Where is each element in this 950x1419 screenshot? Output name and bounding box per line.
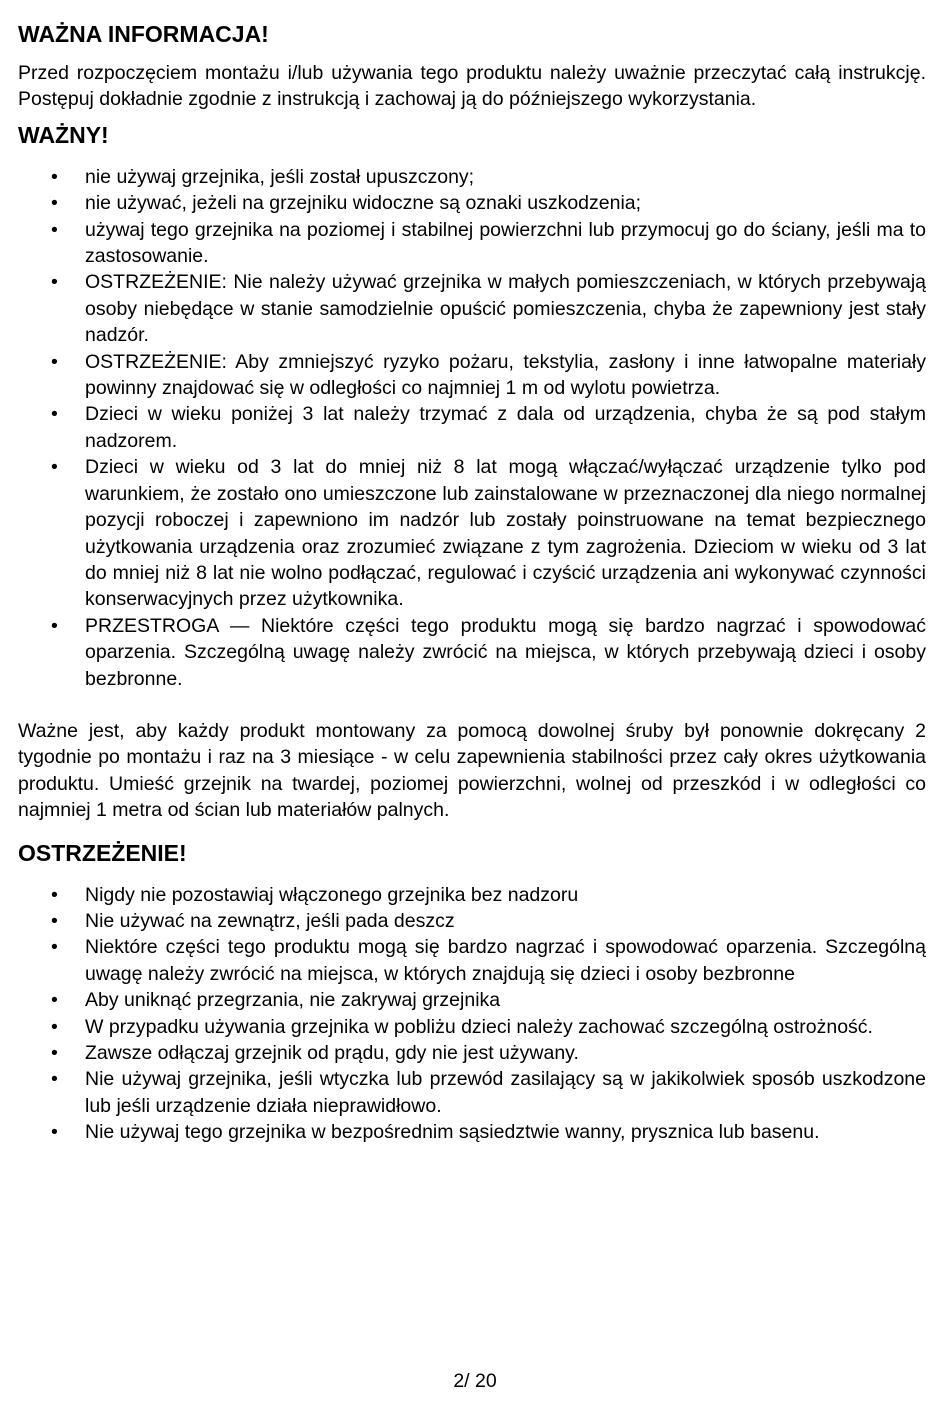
screw-maintenance-paragraph: Ważne jest, aby każdy produkt montowany za pomocą dowolnej śruby był ponownie dokręcany 2 tygodnie po montażu i raz na 3 miesiące - w celu zapewnienia stabilności przez cały okres użytkowania produktu. Umieść grzejnik na twardej, poziomej powierzchni, wolnej od przeszkód i w odległości co najmniej 1 metra od ścian lub materiałów palnych. <box>18 719 926 822</box>
list-item: • OSTRZEŻENIE: Aby zmniejszyć ryzyko pożaru, tekstylia, zasłony i inne łatwopalne materiały powinny znajdować się w odległości co najmniej 1 m od wylotu powietrza. <box>18 349 926 402</box>
list-item: • Dzieci w wieku poniżej 3 lat należy trzymać z dala od urządzenia, chyba że są pod stałym nadzorem. <box>18 401 926 454</box>
list-item: • Aby uniknąć przegrzania, nie zakrywaj grzejnika <box>18 987 926 1013</box>
list-item: • OSTRZEŻENIE: Nie należy używać grzejnika w małych pomieszczeniach, w których przebywają osoby niebędące w stanie samodzielnie opuścić pomieszczenia, chyba że zapewniony jest stały nadzór. <box>18 269 926 348</box>
page-number: 2/ 20 <box>453 1370 497 1392</box>
list-item: • Nie używaj grzejnika, jeśli wtyczka lub przewód zasilający są w jakikolwiek sposób uszkodzone lub jeśli urządzenie działa nieprawidłowo. <box>18 1066 926 1119</box>
list-item: • PRZESTROGA — Niektóre części tego produktu mogą się bardzo nagrzać i spowodować oparzenia. Szczególną uwagę należy zwrócić na miejsca, w których przebywają dzieci i osoby bezbronne. <box>18 613 926 692</box>
list-item: • Nie używać na zewnątrz, jeśli pada deszcz <box>18 908 926 934</box>
warning-list <box>18 882 926 1146</box>
heading-warning: OSTRZEŻENIE! <box>18 839 187 866</box>
list-item: • Dzieci w wieku od 3 lat do mniej niż 8 lat mogą włączać/wyłączać urządzenie tylko pod warunkiem, że zostało ono umieszczone lub zainstalowane w przeznaczonej dla niego normalnej pozycji roboczej i zapewniono im nadzór lub zostały poinstruowane na temat bezpiecznego użytkowania urządzenia oraz zrozumieć związane z tym zagrożenia. Dzieciom w wieku od 3 lat do mniej niż 8 lat nie wolno podłączać, regulować i czyścić urządzenia ani wykonywać czynności konserwacyjnych przez użytkownika. <box>18 454 926 612</box>
list-item: • Zawsze odłączaj grzejnik od prądu, gdy nie jest używany. <box>18 1040 926 1066</box>
list-item: • używaj tego grzejnika na poziomej i stabilnej powierzchni lub przymocuj go do ściany, jeśli ma to zastosowanie. <box>18 217 926 270</box>
document-page <box>18 20 926 1146</box>
list-item: • Nie używaj tego grzejnika w bezpośrednim sąsiedztwie wanny, prysznica lub basenu. <box>18 1119 926 1145</box>
list-item: • Nigdy nie pozostawiaj włączonego grzejnika bez nadzoru <box>18 882 926 908</box>
heading-important-information: WAŻNA INFORMACJA! <box>18 21 269 47</box>
heading-important: WAŻNY! <box>18 121 109 148</box>
intro-paragraph: Przed rozpoczęciem montażu i/lub używania tego produktu należy uważnie przeczytać całą instrukcję. Postępuj dokładnie zgodnie z instrukcją i zachowaj ją do późniejszego wykorzystania. <box>18 62 926 111</box>
important-list <box>18 164 926 692</box>
list-item: • nie używaj grzejnika, jeśli został upuszczony; <box>18 164 926 190</box>
list-item: • Niektóre części tego produktu mogą się bardzo nagrzać i spowodować oparzenia. Szczególną uwagę należy zwrócić na miejsca, w których znajdują się dzieci i osoby bezbronne <box>18 934 926 987</box>
list-item: • nie używać, jeżeli na grzejniku widoczne są oznaki uszkodzenia; <box>18 190 926 216</box>
list-item: • W przypadku używania grzejnika w pobliżu dzieci należy zachować szczególną ostrożność. <box>18 1014 926 1040</box>
